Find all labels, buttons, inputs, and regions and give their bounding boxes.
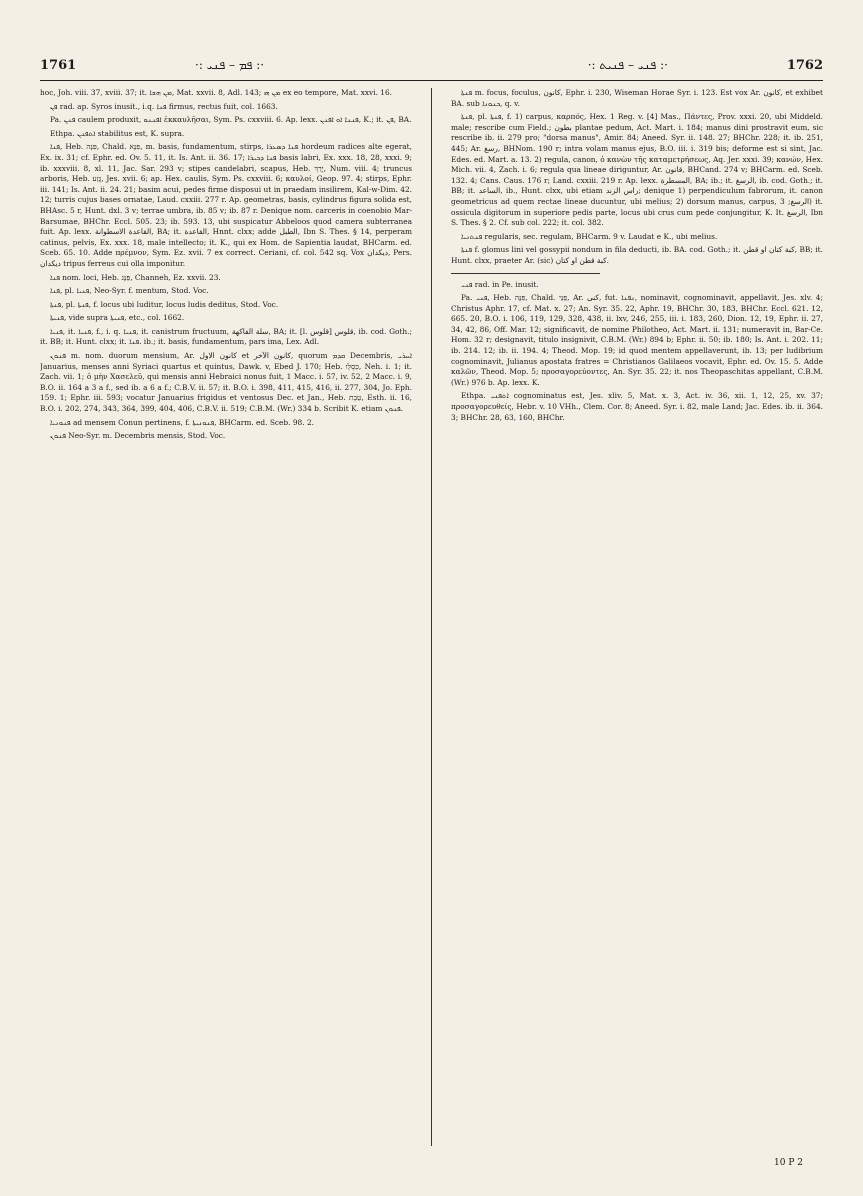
dictionary-entry: ܦܢܬܢܝܐ regularis, sec. regulam, BHCarm. 9 v. Laudat e K., ubi melius. [461,231,718,241]
right-column [451,88,823,1156]
left-page-number: 1761 [40,58,77,73]
dictionary-entry: ܦܢܐ, pl. ܦܢܝܐ, Neo-Syr. f. mentum, Stod. Voc. [50,286,209,296]
right-running-title: ·: ܦܢܝ – ܦܢܝܬ :· [587,58,668,72]
dictionary-entry: ܦܢܘܢ m. nom. duorum mensium, Ar. ‎كانون الاول et ‎كانون الآخر, quorum ܩܕܡ Decembris, ܐܚܪܝ Januarius, menses anni Syriaci quartus et quintus, Dawk. v, Ebed J. 170; Heb. ‎כִּסְלֵו, Neh. i. 1; it. Zach. vii. 1; ὁ μὴν Χασελεῦ, qui mensis anni Hebraici nonus fuit, 1 Macc. i. 57, iv. 52, 2 Macc. i. 9, B.O. ii. 164 a 3 a f., sed ib. a 6 a f.; C.B.V. ii. 57; it. B.O. i. 398, 411, 415, 416, ii. 277, 304, Jo. Eph. 159. 1; Ephr. iii. 593; vocatur Januarius frigidus et ventosus Dec. et Jan., Heb. ‎טֵבֵת, Esth. ii. 16, B.O. i. 202, 274, 343, 364, 399, 404, 406, C.B.V. ii. 519; C.B.M. (Wr.) 334 b. Scribit K. etiam ܦܢܘܢ. [40,351,412,414]
dictionary-entry: Ethpa. ܐܬܦܢܝ cognominatus est, Jes. xliv. 5, Mat. x. 3, Act. iv. 36, xii. 1, 12, 25, xv. 37; προσαγορευθείς, Hebr. v. 10 VHh., Clem. Cor. 8; Aneed. Syr. i. 82, male Land; Jac. Edes. ib. ii. 364. 3; BHChr. 28, 63, 160, BHChr. [451,391,823,422]
dictionary-columns [40,88,823,1156]
dictionary-entry: ܦܢܬܐ m. focus, foculus, ‎كانون, Ephr. i. 230, Wiseman Horae Syr. i. 123. Est vox Ar. ‎كانون, et exhibet BA. sub ܟܢܘܢܐ, q. v. [451,88,823,108]
dictionary-entry: ܦܢܘܢ Neo-Syr. m. Decembris mensis, Stod. Voc. [50,431,226,441]
dictionary-entry: ܦܢܘܢܝܐ ad mensem Conun pertinens, f. ܦܢܘܢܝܬܐ, BHCarm. ed. Sceb. 98. 2. [50,417,314,427]
dictionary-entry: hoc, Joh. viii. 37, xviii. 37; it. ܡܢ ܗܫܐ, Mat. xxvii. 8, Adl. 143; ܡܢ ܗܝ ex eo tempore, Mat. xxvi. 16. [40,88,393,97]
dictionary-entry: ܦܢܝܐ, it. ܦܢܝܐ, f., i. q. ܦܢܝܐ, it. canistrum fructuum, ‎سلة الفاكهة, BA; it. [l. ‎قلوس] ‎قلوس, ib. cod. Goth.; it. BB; it. Hunt. clxx; it. ܦܢܐ. ib.; it. basis, fundamentum, pars ima, Lex. Adl. [40,326,412,347]
dictionary-entry: ܦܢܬܐ, pl. ܦܢܬܐ, f. 1) carpus, καρπός, Hex. 1 Reg. v. [4] Mas., Πάντες, Prov. xxxi. 20, ubi Middeld. male; rescribe cum Field.; ‎بطون plantae pedum, Act. Mart. i. 184; manus dini prostravit eum, sic rescribe ib. ii. 279 pro; "dorsa manus", Amir. 84; Aneed. Syr. ii. 148. 27; BHChr. 228; it. ib. 251, 445; Ar. ‎رسغ, BHNom. 190 r; intra volam manus ejus, B.O. iii. i. 319 bis; deforme est si sint, Jac. Edes. ed. Mart. a. 13. 2) regula, canon, ὁ κανὼν τῆς καταμετρήσεως, Aq. Jer. xxxi. 39; κανών, Hex. Mich. vii. 4, Zach. i. 6; regula qua lineae diriguntur, Ar. ‎قانون, BHCand. 274 v; BHCarm. ed. Sceb. 132. 4; Cans. Caus. 176 r; Land. cxxiii. 219 r. Ap. lexx. ‎المسطرة, BA; ib.; it. ‎الرسغ, ib. cod. Goth.; it. BB; it. ‎الساعد, ib., Hunt. clxx, ubi etiam ‎راس الزند; denique 1) perpendiculum fabrorum, it. canon geometricus ad quem rectae lineae ducuntur, ubi melius; 2) dorsum manus, carpus, ‎الرسغ; 3) it. ossicula digitorum in superiore pedis parte, locus ubi crus cum pede conjungitur, K. It. ‎الرسغ, Ibn S. Thes. § 2. Cf. sub col. 222; it. col. 382. [451,112,823,228]
page-header [40,50,823,81]
dictionary-entry: Pa. ܦܢܝ, Heb. ‎פִּנָּה, Chald. ‎פַּנֵּי, Ar. ‎كنى, fut. ܢܦܢܐ, nominavit, cognominavit, appellavit, Jes. xlv. 4; Christus Aphr. 17, cf. Mat. x. 27; An. Syr. 35. 22, Aphr. 19, BHChr. 30, 183, BHChr. Eccl. 621. 12, 665. 20, B.O. i. 106, 119, 129, 328, 438, ii. lxv, 246, 255, iii. i. 183, 260, Dion. 12, 19, Ephr. ii. 27, 34, 42, 86, Off. Mar. 12; significavit, de nomine Philotheo, Act. Mart. ii. 131; numeravit in, Bar-Ce. Hom. 32 r; designavit, titulo insignivit, C.B.M. (Wr.) 894 b; Ephr. ii. 50; ib. 180; Is. Ant. i. 202. 11; ib. 214. 12; ib. ii. 194. 4; Theod. Mop. 19; id quod mentem appellaverunt, ib. 13; per ludibrium cognominavit, Julianus apostata fratres = Christianos Galilaeos vocavit, Ephr. ed. Ov. 15. 5. Adde καλῶν, Theod. Mop. 5; προσαγορεύοντες, An. Syr. 35. 22; it. nos Theopaschitas appellant, C.B.M. (Wr.) 976 b. Ap. lexx. K. [451,293,823,387]
left-column [40,88,412,1156]
left-running-title: ·: ܦܡ – ܦܢܝ :· [195,58,265,72]
column-divider [431,88,432,1146]
signature-mark: 10 P 2 [774,1158,803,1168]
dictionary-entry: ܦܢ rad. ap. Syros inusit., i.q. ܦܢܐ firmus, rectus fuit, col. 1663. [50,101,278,111]
dictionary-entry: ܦܢܝܬܐ, vide supra ܦܢܝܬܐ, etc., col. 1662. [50,313,185,323]
right-page-number: 1762 [786,58,823,73]
dictionary-entry: ܦܢܬܐ f. glomus lini vel gossypii nondum in fila deducti, ib. BA. cod. Goth.; it. ‎كبة كتان او قطن, BB; it. Hunt. clxx, praeter Ar. (sic) ‎كبة قطن او كتان. [451,245,823,265]
dictionary-entry: Ethpa. ܐܬܦܢܢ stabilitus est, K. supra. [50,128,185,138]
section-divider [451,273,600,274]
dictionary-entry: Pa. ܦܢܢ caulem produxit, ܐܦܢܢܘ ἐκκαυλῆσαι, Sym. Ps. cxxviii. 6. Ap. lexx. ܦܢܢܐ ܐܘ ܐܦܢܢ, K.; it. ܦܢ, BA. [50,115,412,125]
dictionary-entry: ܦܢܬܐ, pl. ܦܢܬܐ, f. locus ubi luditur, locus ludis deditus, Stod. Voc. [50,299,279,309]
dictionary-entry: ܦܢܝ rad. in Pe. inusit. [461,279,539,289]
dictionary-entry: ܦܢܐ nom. loci, Heb. ‎פַּנָּג, Channeh, Ez. xxvii. 23. [50,272,221,282]
dictionary-entry: ܦܢܐ, Heb. ‎פִּנָּה, Chald. ‎פִּנָּא, m. basis, fundamentum, stirps, ܦܢܐ ܕܣܥܪܐ hordeum radices alte egerat, Ex. ix. 31; cf. Ephr. ed. Ov. 5. 11, it. Is. Ant. ii. 36. 17; ܦܢܐ ܕܟܝܪܐ basis labri, Ex. xxx. 18, 28, xxxi. 9; ib. xxxviii. 8, xl. 11, Jac. Sar. 293 v; stipes candelabri, scapus, Heb. ‎יָרֵךְ, Num. viii. 4; truncus arboris, Heb. ‎גֶּזַע, Jes. xvii. 6; ap. Hex. caulis, Sym. Ps. cxxviii. 6; καυλοί, Geop. 97. 4; stirps, Ephr. iii. 141; Is. Ant. ii. 24. 21; basim acui, pedes firme disposui ut in praedam insilirem, Kal-w-Dim. 42. 12; turris cujus bases ornatae, Laud. cxxiii. 277 r. Ap. geometras, basis, cylindrus figura solida est, BHAsc. 5 r, Hunt. dxl. 3 v; terrae umbra, ib. 85 v; ib. 87 r. Denique nom. carceris in coenobio Mar-Barsumae, BHChr. Eccl. 505. 23; ib. 593. 13, ubi suspicatur Abbeloos quod camera subterranea fuit. Ap. lexx. ‎القاعدة الاسطوانة, BA; it. ‎القاعدة, Hnnt. clxx; adde ‎الطبل, Ibn S. Thes. § 14, perperam catinus, pelvis, Ex. xxx. 18, male intellecto; it. K., qui ex Hom. de Sapientia laudat, BHCarm. ed. Sceb. 65. 10. Adde ‎πρέμνον, Sym. Ez. xvii. 7 ex correct. Ceriani, cf. col. 542 sq. Vox ‎ديكدان, Pers. ‎ديكدان tripus ferreus cui olla imponitur. [40,142,412,268]
